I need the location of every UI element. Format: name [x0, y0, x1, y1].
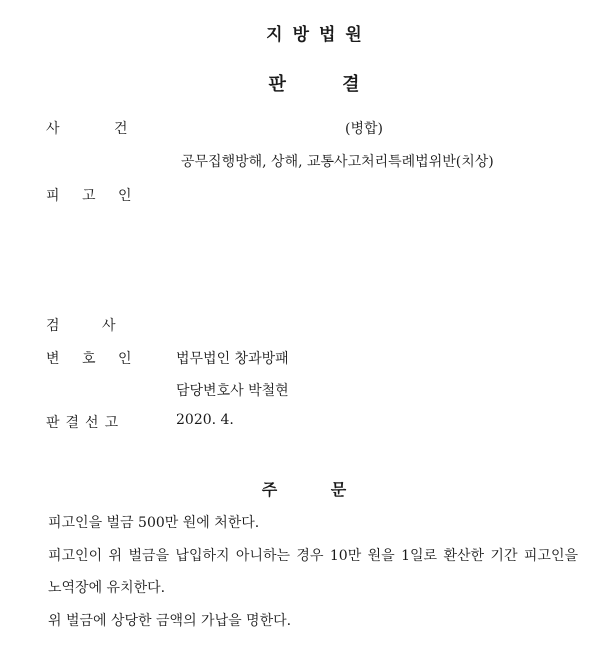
sentencing-date: 2020. 4.: [176, 412, 234, 428]
court-name: 지방법원: [266, 25, 372, 45]
case-number-suffix: (병합): [345, 121, 383, 137]
order-line-2b: 노역장에 유치한다.: [48, 580, 166, 596]
order-line-3: 위 벌금에 상당한 금액의 가납을 명한다.: [48, 613, 292, 629]
order-section-title: 주 문: [261, 480, 347, 499]
counsel-attorney: 담당변호사 박철현: [176, 383, 289, 399]
case-label: 사 건: [46, 121, 128, 137]
defendant-label: 피 고 인: [46, 188, 132, 204]
charges-text: 공무집행방해, 상해, 교통사고처리특례법위반(치상): [181, 154, 494, 170]
document-title: 판 결: [268, 74, 360, 95]
order-line-2a: 피고인이 위 벌금을 납입하지 아니하는 경우 10만 원을 1일로 환산한 기간 피고인을: [48, 548, 578, 564]
prosecutor-label: 검 사: [46, 318, 116, 334]
order-line-1: 피고인을 벌금 500만 원에 처한다.: [48, 515, 260, 531]
sentencing-label: 판결선고: [46, 415, 125, 431]
counsel-label: 변 호 인: [46, 351, 132, 367]
counsel-firm: 법무법인 창과방패: [176, 351, 289, 367]
